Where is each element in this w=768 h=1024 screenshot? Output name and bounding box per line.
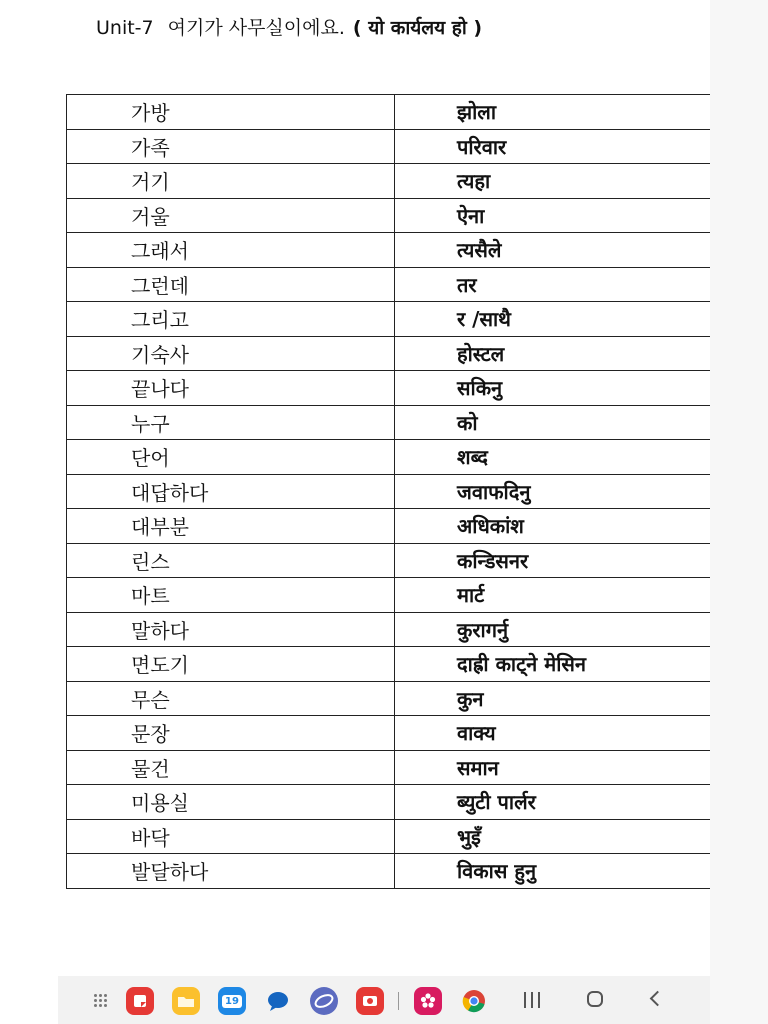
korean-word-cell: 면도기 (67, 647, 395, 682)
back-button[interactable] (650, 991, 666, 1007)
table-row (67, 612, 711, 647)
nepali-meaning-cell: त्यसैले (395, 233, 711, 268)
folder-app-icon[interactable] (172, 987, 200, 1015)
korean-word-cell: 마트 (67, 578, 395, 613)
korean-word-cell: 거울 (67, 198, 395, 233)
unit-label: Unit-7 (96, 17, 154, 39)
korean-word-cell: 그래서 (67, 233, 395, 268)
nepali-meaning-cell: भुइँ (395, 819, 711, 854)
korean-word-cell: 거기 (67, 164, 395, 199)
table-row (67, 405, 711, 440)
table-row (67, 129, 711, 164)
table-row (67, 785, 711, 820)
nepali-meaning-cell: ब्युटी पार्लर (395, 785, 711, 820)
nepali-meaning-cell: दाह्री काट्ने मेसिन (395, 647, 711, 682)
vocabulary-table-body (67, 95, 711, 889)
korean-word-cell: 단어 (67, 440, 395, 475)
table-row (67, 543, 711, 578)
taskbar (58, 976, 710, 1024)
korean-word-cell: 기숙사 (67, 336, 395, 371)
table-row (67, 647, 711, 682)
table-row (67, 681, 711, 716)
taskbar-divider (398, 992, 399, 1010)
nepali-meaning-cell: कुरागर्नु (395, 612, 711, 647)
page-gutter (710, 0, 768, 1024)
nepali-meaning-cell: तर (395, 267, 711, 302)
recent-apps-button[interactable] (524, 992, 540, 1008)
table-row (67, 440, 711, 475)
nepali-meaning-cell: विकास हुनु (457, 859, 537, 884)
page-title (96, 14, 482, 42)
korean-word-cell: 바닥 (67, 819, 395, 854)
korean-word-cell: 발달하다 (67, 854, 395, 889)
korean-word-cell: 가족 (67, 129, 395, 164)
nepali-meaning-cell: को (395, 405, 711, 440)
korean-word-cell: 말하다 (67, 612, 395, 647)
korean-word-cell: 문장 (67, 716, 395, 751)
table-row (67, 95, 711, 130)
calendar-day-label: 19 (222, 995, 242, 1008)
nepali-meaning-cell: वाक्य (395, 716, 711, 751)
title-nepali: ( यो कार्यलय हो ) (352, 17, 483, 39)
nepali-meaning-cell: होस्टल (395, 336, 711, 371)
korean-word-cell: 무슨 (67, 681, 395, 716)
nepali-meaning-cell: र /साथै (395, 302, 711, 337)
korean-word-cell: 대부분 (67, 509, 395, 544)
nepali-meaning-cell: त्यहा (395, 164, 711, 199)
table-row (67, 750, 711, 785)
gallery-app-icon[interactable] (414, 987, 442, 1015)
nepali-meaning-cell: अधिकांश (395, 509, 711, 544)
nepali-meaning-cell: परिवार (395, 129, 711, 164)
table-row (67, 164, 711, 199)
home-button[interactable] (587, 991, 603, 1007)
nepali-meaning-cell: शब्द (395, 440, 711, 475)
nepali-meaning-cell: सकिनु (395, 371, 711, 406)
table-row (67, 233, 711, 268)
nepali-meaning-cell: जवाफदिनु (395, 474, 711, 509)
table-row (67, 854, 711, 889)
nepali-meaning-cell: ऐना (395, 198, 711, 233)
table-row (67, 509, 711, 544)
korean-word-cell: 누구 (67, 405, 395, 440)
table-row (67, 302, 711, 337)
notes-app-icon[interactable] (126, 987, 154, 1015)
table-row (67, 336, 711, 371)
screen-recorder-app-icon[interactable] (356, 987, 384, 1015)
nepali-meaning-cell: झोला (395, 95, 711, 130)
chrome-app-icon[interactable] (460, 987, 488, 1015)
korean-word-cell: 그리고 (67, 302, 395, 337)
korean-word-cell: 린스 (67, 543, 395, 578)
korean-word-cell: 물건 (67, 750, 395, 785)
nepali-meaning-cell: मार्ट (395, 578, 711, 613)
table-row (67, 578, 711, 613)
korean-word-cell: 그런데 (67, 267, 395, 302)
korean-word-cell: 대답하다 (67, 474, 395, 509)
nepali-meaning-cell: कन्डिसनर (395, 543, 711, 578)
korean-word-cell: 끝나다 (67, 371, 395, 406)
korean-word-cell: 가방 (67, 95, 395, 130)
table-row (67, 267, 711, 302)
nepali-meaning-cell: कुन (395, 681, 711, 716)
table-row (67, 371, 711, 406)
vocabulary-table (66, 94, 710, 889)
table-row (67, 474, 711, 509)
messages-app-icon[interactable] (264, 987, 292, 1015)
calendar-app-icon[interactable] (218, 987, 246, 1015)
nepali-meaning-cell: समान (395, 750, 711, 785)
korean-word-cell: 미용실 (67, 785, 395, 820)
table-row (67, 716, 711, 751)
table-row (67, 819, 711, 854)
internet-app-icon[interactable] (310, 987, 338, 1015)
title-korean: 여기가 사무실이에요. (167, 17, 345, 39)
apps-drawer-icon[interactable] (94, 994, 108, 1008)
table-row (67, 198, 711, 233)
